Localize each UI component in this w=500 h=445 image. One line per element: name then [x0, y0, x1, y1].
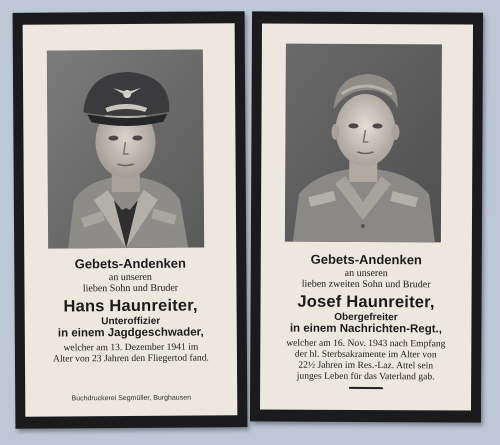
- deceased-name: Josef Haunreiter,: [297, 292, 435, 312]
- card-title: Gebets-Andenken: [74, 255, 186, 272]
- death-line-2: der hl. Sterbsakramente im Alter von: [294, 348, 437, 361]
- military-rank: Obergefreiter: [334, 311, 398, 324]
- military-rank: Unteroffizier: [101, 315, 161, 328]
- memorial-card-josef: [250, 11, 483, 422]
- relation-line: lieben Sohn und Bruder: [82, 282, 179, 295]
- card-paper: [23, 23, 238, 416]
- card-text-josef: [260, 251, 472, 389]
- memorial-card-hans: [13, 11, 248, 429]
- death-line-4: junges Leben für das Vaterland gab.: [296, 370, 435, 383]
- military-unit: in einem Jagdgeschwader,: [57, 326, 204, 340]
- death-line-1: welcher am 16. Nov. 1943 nach Empfang: [286, 337, 446, 350]
- dedication-line: an unseren: [344, 267, 388, 280]
- portrait-photo-josef: [285, 44, 442, 243]
- military-unit: in einem Nachrichten-Regt.,: [289, 322, 442, 336]
- printer-imprint: Buchdruckerei Segmüller, Burghausen: [71, 394, 192, 403]
- closing-rule: [349, 387, 383, 389]
- portrait-photo-hans: [47, 49, 204, 248]
- death-line-1: welcher am 13. Dezember 1941 im: [63, 341, 199, 354]
- deceased-name: Hans Haunreiter,: [63, 296, 198, 316]
- relation-line: lieben zweiten Sohn und Bruder: [301, 278, 431, 291]
- portrait-hans-image: [47, 49, 204, 248]
- dedication-line: an unseren: [108, 271, 152, 284]
- death-line-2: Alter von 23 Jahren den Fliegertod fand.: [52, 352, 209, 365]
- card-title: Gebets-Andenken: [310, 251, 422, 268]
- death-details: [33, 341, 229, 364]
- portrait-josef-image: [285, 44, 442, 243]
- card-text-hans: [24, 255, 237, 364]
- card-paper: [260, 23, 473, 410]
- death-details: [268, 337, 463, 382]
- death-line-3: 22½ Jahren im Res.-Laz. Attel sein: [298, 359, 434, 372]
